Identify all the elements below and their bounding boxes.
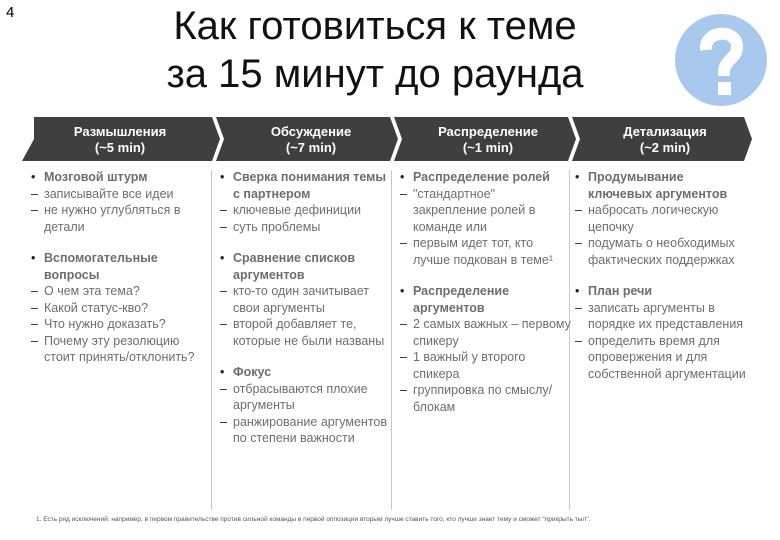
dash-marker: – [575,203,582,217]
sub-item [220,381,392,414]
column-detailing [575,169,747,397]
column-reflection [31,169,203,381]
dash-marker: – [220,284,227,298]
bullet-marker: • [575,170,580,184]
bullet-group [31,250,203,366]
bullet-heading-line [31,169,203,186]
sub-item [575,333,747,383]
sub-item-text: определить время для опровержения и для собственной аргументации [588,333,746,381]
bullet-heading: Продумывание ключевых аргументов [588,170,728,201]
bullet-group [575,169,747,268]
bullet-heading: Фокус [233,365,272,379]
bullet-marker: • [400,284,405,298]
sub-item [220,316,392,349]
bullet-group [575,283,747,382]
phase-reflection [30,124,210,156]
sub-item [31,283,203,300]
bullet-group [31,169,203,235]
column-discussion [220,169,392,462]
sub-item-text: первым идет тот, кто лучше подкован в теме¹ [413,236,553,267]
title-line-1: Как готовиться к теме [173,4,577,48]
dash-marker: – [220,219,227,234]
slide-title [110,2,640,98]
sub-item [220,283,392,316]
dash-marker: – [220,203,227,217]
dash-marker: – [400,350,407,364]
bullet-heading: План речи [588,284,653,298]
bullet-heading-line [31,250,203,283]
dash-marker: – [575,333,582,348]
phase-name: Детализация [623,124,707,139]
sub-item-text: Что нужно доказать? [44,317,166,331]
sub-item-text: ранжирование аргументов по степени важности [233,414,388,445]
sub-item [220,219,392,236]
sub-item-text: 2 самых важных – первому спикеру [413,317,571,348]
dash-marker: – [220,381,227,396]
bullet-heading-line [400,283,572,316]
bullet-heading: Сверка понимания темы с партнером [233,170,387,201]
bullet-group [220,364,392,447]
sub-item [400,186,572,236]
bullet-heading-line [220,169,392,202]
bullet-marker: • [31,170,36,184]
sub-item-text: "стандартное" закрепление ролей в команде или [413,186,536,234]
dash-marker: – [575,236,582,250]
sub-item [575,235,747,268]
sub-item [31,300,203,317]
sub-item [400,382,572,415]
sub-item [400,316,572,349]
column-distribution [400,169,572,430]
sub-item-text: суть проблемы [233,219,321,234]
footnote: 1. Есть ряд исключений: например, в первом правительстве против сильной команды в первой оппозиции вторым лучше ставить того, кто лучше знает тему и сможет "прикрыть тыл". [36,516,591,523]
phase-distribution [398,124,578,156]
bullet-heading: Вспомогательные вопросы [44,251,158,282]
bullet-marker: • [220,365,225,379]
bullet-group [220,250,392,349]
sub-item [31,316,203,333]
bullet-heading: Распределение ролей [413,170,550,184]
sub-item-text: группировка по смыслу/ блокам [413,383,553,414]
bullet-group [220,169,392,235]
dash-marker: – [31,186,38,201]
sub-item [400,349,572,382]
sub-item [31,202,203,235]
question-mark-icon [674,10,768,110]
dash-marker: – [400,236,407,250]
sub-item [31,333,203,366]
sub-item-text: Почему эту резолюцию стоит принять/отклонить? [44,333,195,364]
bullet-heading-line [575,283,747,300]
dash-marker: – [31,203,38,217]
sub-item-text: записать аргументы в порядке их представления [588,300,744,331]
dash-marker: – [31,284,38,298]
sub-item [220,414,392,447]
sub-item-text: ключевые дефиниции [233,203,362,217]
dash-marker: – [31,317,38,331]
phase-time: (~7 min) [285,140,337,155]
sub-item-text: второй добавляет те, которые не были названы [233,317,385,348]
sub-item-text: не нужно углубляться в детали [44,203,181,234]
bullet-heading-line [575,169,747,202]
dash-marker: – [31,333,38,348]
phase-name: Распределение [438,124,538,139]
bullet-marker: • [220,251,225,265]
dash-marker: – [400,383,407,397]
phase-detailing [575,124,755,156]
sub-item [220,202,392,219]
dash-marker: – [400,317,407,331]
sub-item-text: записывайте все идеи [44,186,174,201]
slide-number: 4 [6,4,15,21]
dash-marker: – [400,186,407,201]
bullet-heading-line [400,169,572,186]
bullet-heading: Распределение аргументов [413,284,510,315]
bullet-group [400,283,572,415]
column-divider [211,170,212,510]
sub-item-text: подумать о необходимых фактических поддержках [588,236,735,267]
sub-item [31,186,203,203]
bullet-marker: • [400,170,405,184]
dash-marker: – [575,300,582,315]
phase-time: (~5 min) [94,140,146,155]
bullet-marker: • [575,284,580,298]
phase-discussion [221,124,401,156]
bullet-marker: • [31,251,36,265]
title-line-2: за 15 минут до раунда [166,52,584,96]
dash-marker: – [31,300,38,315]
bullet-heading: Сравнение списков аргументов [233,251,356,282]
dash-marker: – [220,317,227,331]
sub-item-text: Какой статус-кво? [44,300,149,315]
sub-item [400,235,572,268]
bullet-heading-line [220,250,392,283]
sub-item [575,202,747,235]
phase-name: Обсуждение [270,124,352,139]
bullet-heading: Мозговой штурм [44,170,148,184]
phase-name: Размышления [73,124,167,139]
sub-item-text: отбрасываются плохие аргументы [233,381,368,412]
sub-item-text: кто-то один зачитывает свои аргументы [233,284,369,315]
sub-item-text: набросать логическую цепочку [588,203,719,234]
bullet-group [400,169,572,268]
dash-marker: – [220,414,227,429]
bullet-heading-line [220,364,392,381]
sub-item-text: 1 важный у второго спикера [413,350,526,381]
bullet-marker: • [220,170,225,184]
phase-time: (~2 min) [639,140,691,155]
sub-item [575,300,747,333]
sub-item-text: О чем эта тема? [44,284,140,298]
phase-time: (~1 min) [462,140,514,155]
